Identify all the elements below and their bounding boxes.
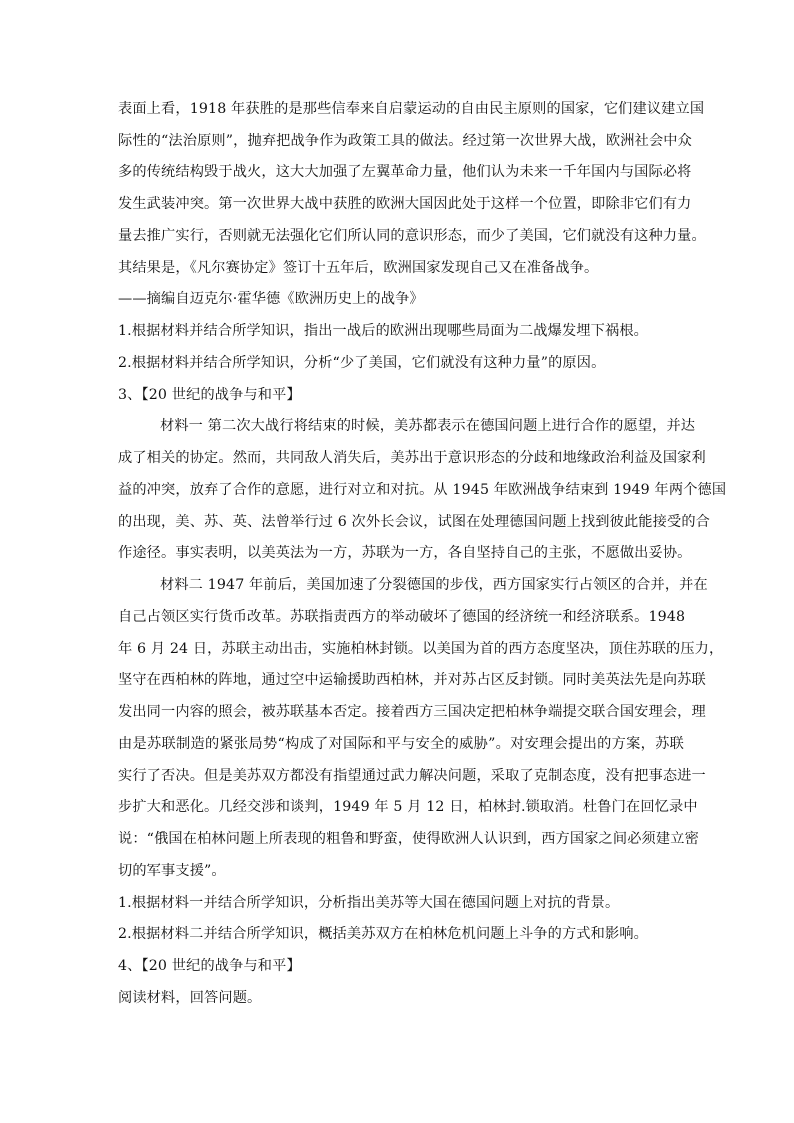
question-3-2: 2.根据材料二并结合所学知识，概括美苏双方在柏林危机问题上斗争的方式和影响。 xyxy=(118,926,648,942)
material-1-line-3: 益的冲突，放弃了合作的意愿，进行对立和对抗。从 1945 年欧洲战争结束到 1949 年两个德国 xyxy=(118,482,727,498)
material-2-line-9: 说：“俄国在柏林问题上所表现的粗鲁和野蛮，使得欧洲人认识到，西方国家之间必须建立密 xyxy=(118,831,699,847)
material-2-line-5: 发出同一内容的照会，被苏联基本否定。接着西方三国决定把柏林争端提交联合国安理会，理 xyxy=(118,704,706,720)
material-1-line-4: 的出现，美、苏、英、法曾举行过 6 次外长会议，试图在处理德国问题上找到彼此能接受的合 xyxy=(118,514,710,530)
question-2: 2.根据材料并结合所学知识，分析“少了美国，它们就没有这种力量”的原因。 xyxy=(118,355,606,371)
material-2-line-6: 由是苏联制造的紧张局势“构成了对国际和平与安全的威胁”。对安理会提出的方案，苏联 xyxy=(118,736,684,752)
material-2-line-3: 年 6 月 24 日，苏联主动出击，实施柏林封锁。以美国为首的西方态度坚决，顶住苏联的压力， xyxy=(118,641,724,657)
question-3-1: 1.根据材料一并结合所学知识，分析指出美苏等大国在德国问题上对抗的背景。 xyxy=(118,895,620,911)
passage-line-4: 发生武装冲突。第一次世界大战中获胜的欧洲大国因此处于这样一个位置，即除非它们有力 xyxy=(118,196,692,212)
passage-line-1: 表面上看，1918 年获胜的是那些信奉来自启蒙运动的自由民主原则的国家，它们建议建立国 xyxy=(118,101,705,117)
material-2-line-1: 材料二 1947 年前后，美国加速了分裂德国的步伐，西方国家实行占领区的合并，并在 xyxy=(160,577,708,593)
section-heading-4: 4、【20 世纪的战争与和平】 xyxy=(118,958,301,974)
section-heading-3: 3、【20 世纪的战争与和平】 xyxy=(118,387,301,403)
instruction-text: 阅读材料，回答问题。 xyxy=(118,990,262,1006)
material-2-line-10: 切的军事支援”。 xyxy=(118,863,226,879)
material-2-line-2: 自己占领区实行货币改革。苏联指责西方的举动破坏了德国的经济统一和经济联系。1948 xyxy=(118,609,686,625)
material-1-line-5: 作途径。事实表明，以美英法为一方，苏联为一方，各自坚持自己的主张，不愿做出妥协。 xyxy=(118,545,692,561)
question-1: 1.根据材料并结合所学知识，指出一战后的欧洲出现哪些局面为二战爆发埋下祸根。 xyxy=(118,323,648,339)
passage-line-3: 多的传统结构毁于战火，这大大加强了左翼革命力量，他们认为未来一千年国内与国际必将 xyxy=(118,164,692,180)
material-1-line-1: 材料一 第二次大战行将结束的时候，美苏都表示在德国问题上进行合作的愿望，并达 xyxy=(160,418,696,434)
material-1-line-2: 成了相关的协定。然而，共同敌人消失后，美苏出于意识形态的分歧和地缘政治利益及国家利 xyxy=(118,450,706,466)
material-2-line-7: 实行了否决。但是美苏双方都没有指望通过武力解决问题，采取了克制态度，没有把事态进一 xyxy=(118,768,706,784)
passage-line-2: 际性的“法治原则”，抛弃把战争作为政策工具的做法。经过第一次世界大战，欧洲社会中众 xyxy=(118,133,692,149)
material-2-line-8: 步扩大和恶化。几经交涉和谈判，1949 年 5 月 12 日，柏林封.锁取消。杜鲁门在回忆录中 xyxy=(118,799,698,815)
passage-line-6: 其结果是，《凡尔赛协定》签订十五年后，欧洲国家发现自己又在准备战争。 xyxy=(118,260,599,276)
passage-line-5: 量去推广实行，否则就无法强化它们所认同的意识形态，而少了美国，它们就没有这种力量。 xyxy=(118,228,706,244)
material-2-line-4: 坚守在西柏林的阵地，通过空中运输援助西柏林，并对苏占区反封锁。同时美英法先是向苏联 xyxy=(118,672,706,688)
source-citation: ——摘编自迈克尔·霍华德《欧洲历史上的战争》 xyxy=(118,291,424,307)
